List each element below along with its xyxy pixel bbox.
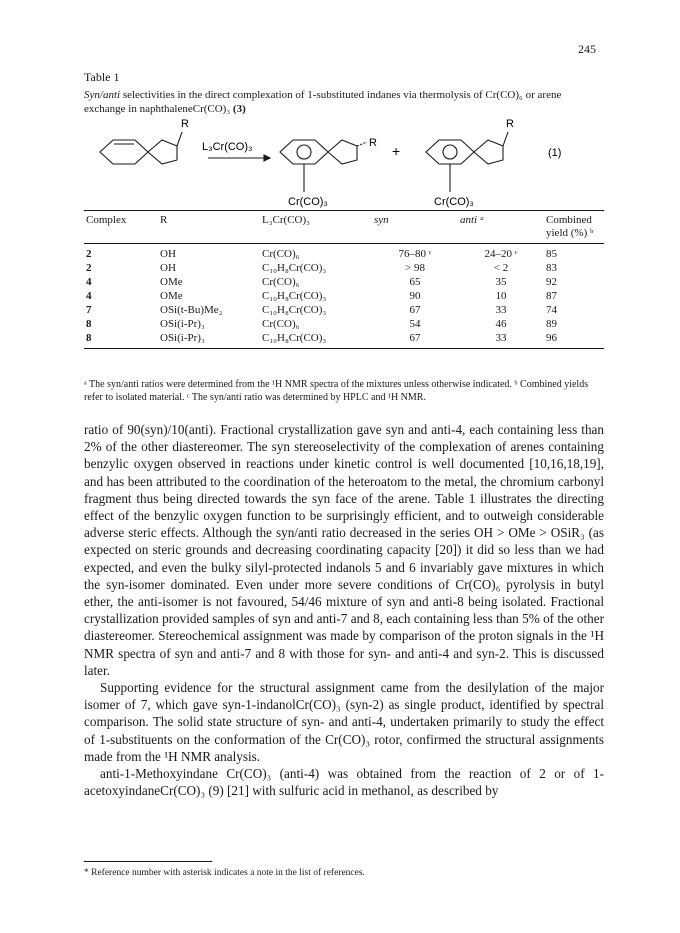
anti-r-label: R [506,118,514,130]
syn-product-structure [280,140,367,192]
reaction-arrow [208,155,270,161]
cell-syn: 54 [409,318,421,330]
table-row [84,303,604,317]
cell-complex: 8 [86,332,92,344]
cell-yield: 85 [546,248,557,260]
cell-r: OH [160,248,176,260]
page-footnote: * Reference number with asterisk indicates a note in the list of references. [84,868,365,878]
cell-reagent: C₁₀H₈Cr(CO)₃ [262,290,327,302]
paragraph: ratio of 90(syn)/10(anti). Fractional crystallization gave syn and anti-4, each containing less than 2% of the other diastereomer. The syn stereoselectivity of the complexation of arenes containing benzylic oxygen observed in reactions under kinetic control is well documented [10,16,18,19], and has been attributed to the coordination of the heteroatom to the metal, the chromium carbonyl fragment thus being directed towards the syn face of the arene. Table 1 illustrates the directing effect of the benzylic oxygen function to be surprisingly efficient, and to outweigh considerable adverse steric effects. Although the syn/anti ratio decreased in the series OH > OMe > OSiR₃ (as expected on steric grounds and decreasing coordinating capacity [20]) it did so less than we had expected, and even the bulky silyl-protected indanols 5 and 6 invariably gave mixtures in which the syn-isomer dominated. Even under more severe conditions of Cr(CO)₆ pyrolysis in butyl ether, the anti-isomer is not favoured, 54/46 mixture of syn and anti-8 being isolated. Fractional crystallization provided samples of syn and anti-7 and 8, each containing less than 5% of the other diastereomer. Stereochemical assignment was made by comparison of the proton signals in the ¹H NMR spectra of syn and anti-7 and 8 with those for syn- and anti-4 and syn-2. This is discussed later. [84,422,604,678]
cell-reagent: C₁₀H₈Cr(CO)₃ [262,304,327,316]
header-complex: Complex [86,214,127,226]
cell-syn: 76–80 ᶜ [398,248,432,260]
header-r: R [160,214,168,226]
table-caption [84,88,604,116]
plus-sign: + [392,143,401,159]
cell-anti: 46 [495,318,507,330]
caption-syn-anti: Syn/anti [84,89,121,101]
table-label: Table 1 [84,70,120,84]
anti-product-structure [426,132,508,192]
cell-syn: > 98 [405,262,425,274]
syn-r-label: R [369,137,377,149]
table-header-row [84,211,604,244]
cell-anti: 35 [495,276,507,288]
table-row [84,317,604,331]
cell-reagent: Cr(CO)₆ [262,276,300,288]
cell-yield: 89 [546,318,557,330]
table-row [84,289,604,303]
indane-start-structure [100,132,182,164]
caption-compound-number: (3) [232,103,246,115]
cell-anti: 33 [495,304,507,316]
cell-syn: 65 [409,276,421,288]
cell-yield: 74 [546,304,557,316]
reaction-scheme [84,118,604,210]
cell-yield: 87 [546,290,557,302]
anti-cr-label: Cr(CO)₃ [434,196,474,208]
cell-r: OSi(i-Pr)₃ [160,318,205,330]
reagent-label: L₃Cr(CO)₃ [202,141,253,153]
cell-complex: 2 [86,248,92,260]
cell-yield: 92 [546,276,557,288]
cell-reagent: Cr(CO)₆ [262,318,300,330]
table-row [84,275,604,289]
cell-complex: 8 [86,318,92,330]
cell-r: OH [160,262,176,274]
cell-yield: 83 [546,262,557,274]
paragraph: anti-1-Methoxyindane Cr(CO)₃ (anti-4) was obtained from the reaction of 2 or of 1-acetoxyindaneCr(CO)₃ (9) [21] with sulfuric acid in methanol, as described by [84,766,604,799]
cell-reagent: C₁₀H₈Cr(CO)₃ [262,332,327,344]
cell-anti: < 2 [493,262,509,274]
header-yield: Combined yield (%) ᵇ [546,214,594,239]
table-row [84,244,604,262]
cell-anti: 24–20 ᶜ [484,248,518,260]
cell-r: OMe [160,290,183,302]
header-reagent: L₃Cr(CO)₃ [262,214,310,226]
cell-complex: 7 [86,304,92,316]
syn-cr-label: Cr(CO)₃ [288,196,328,208]
body-text [84,421,604,799]
cell-yield: 96 [546,332,557,344]
page-number: 245 [578,42,596,56]
cell-complex: 4 [86,290,92,302]
cell-reagent: Cr(CO)₆ [262,248,300,260]
cell-anti: 10 [495,290,507,302]
cell-complex: 4 [86,276,92,288]
cell-anti: 33 [495,332,507,344]
cell-r: OSi(i-Pr)₃ [160,332,205,344]
footnote-divider [84,861,212,862]
paragraph: Supporting evidence for the structural assignment came from the desilylation of the major isomer of 7, which gave syn-1-indanolCr(CO)₃ (syn-2) as single product, identified by spectral comparison. The solid state structure of syn- and anti-4, undertaken primarily to study the effect of 1-substituents on the conformation of the Cr(CO)₃ rotor, confirmed the structural assignments made from the ¹H NMR analysis. [84,680,604,764]
cell-syn: 90 [409,290,421,302]
cell-syn: 67 [409,304,421,316]
table-row [84,261,604,275]
caption-text: selectivities in the direct complexation of 1-substituted indanes via thermolysis of Cr(CO)₆ or arene exchange in naphthaleneCr(CO)₃ [84,89,562,115]
table-footnote: ᵃ The syn/anti ratios were determined from the ¹H NMR spectra of the mixtures unless otherwise indicated. ᵇ Combined yields refer to isolated material. ᶜ The syn/anti ratio was determined by HPLC and ¹H NMR. [84,379,589,403]
selectivity-table [84,210,604,349]
equation-label: (1) [548,147,562,159]
cell-r: OSi(t-Bu)Me₂ [160,304,223,316]
cell-syn: 67 [409,332,421,344]
header-anti: anti ᵃ [460,214,485,226]
table-row [84,331,604,349]
cell-complex: 2 [86,262,92,274]
cell-reagent: C₁₀H₈Cr(CO)₃ [262,262,327,274]
cell-r: OMe [160,276,183,288]
header-syn: syn [374,214,389,226]
start-r-label: R [181,118,189,130]
